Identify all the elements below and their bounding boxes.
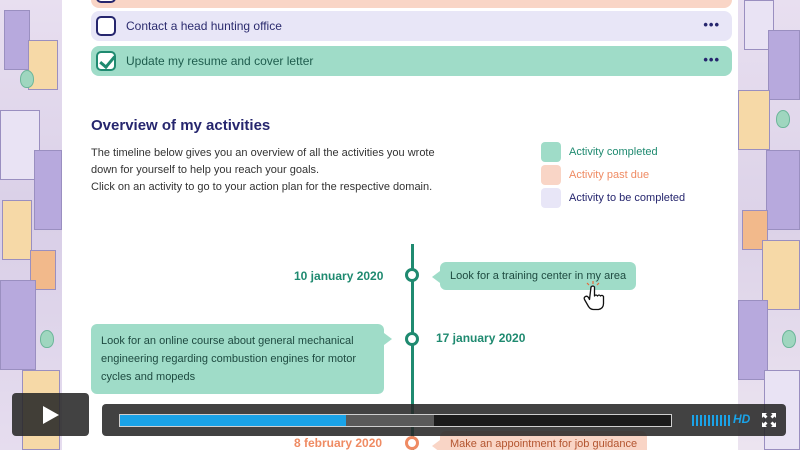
play-button[interactable]: [12, 393, 89, 436]
timeline-node: [405, 268, 419, 282]
activity-text-line: cycles and mopeds: [101, 371, 196, 383]
timeline-node: [405, 332, 419, 346]
activity-text: Look for a training center in my area: [450, 270, 627, 282]
fullscreen-icon[interactable]: [762, 413, 776, 427]
todo-label: Contact a head hunting office: [126, 19, 282, 33]
legend-past-due: [541, 165, 649, 185]
played-bar: [120, 415, 346, 426]
play-icon: [42, 405, 60, 425]
background-city-right: [738, 0, 800, 450]
todo-label: Update my resume and cover letter: [126, 54, 314, 68]
timeline-date: 8 february 2020: [294, 436, 383, 450]
timeline-node-past-due: [405, 436, 419, 450]
more-options-icon[interactable]: •••: [703, 17, 720, 32]
todo-item-contact-headhunter[interactable]: [91, 11, 732, 41]
main-content-panel: [62, 0, 738, 450]
legend-label: Activity past due: [569, 169, 650, 181]
legend-swatch: [541, 142, 561, 162]
legend-completed: [541, 142, 658, 162]
more-options-icon[interactable]: •••: [703, 52, 720, 67]
volume-bars-icon[interactable]: [692, 415, 730, 426]
legend-label: Activity completed: [569, 146, 658, 158]
overview-description-line: The timeline below gives you an overview of all the activities you wrote: [91, 147, 435, 159]
activity-text-line: engineering regarding combustion engines for motor: [101, 353, 356, 365]
timeline-activity-bubble[interactable]: [91, 324, 384, 394]
todo-checkbox-checked[interactable]: [96, 51, 116, 71]
legend-label: Activity to be completed: [569, 192, 686, 204]
activity-text-line: Look for an online course about general mechanical: [101, 335, 354, 347]
overview-description-line: down for yourself to help you reach your goals.: [91, 164, 320, 176]
timeline-date: 10 january 2020: [294, 269, 384, 283]
hand-pointer-icon: [581, 281, 607, 311]
todo-checkbox[interactable]: [96, 16, 116, 36]
activity-text: Make an appointment for job guidance: [450, 438, 638, 450]
section-title: Overview of my activities: [91, 117, 271, 134]
hd-toggle[interactable]: HD: [733, 412, 751, 426]
legend-swatch: [541, 165, 561, 185]
video-controls-bar: [102, 404, 786, 436]
todo-item-update-resume[interactable]: [91, 46, 732, 76]
progress-bar[interactable]: [119, 414, 672, 427]
todo-checkbox[interactable]: [96, 0, 116, 3]
legend-to-be-completed: [541, 188, 685, 208]
timeline-date: 17 january 2020: [436, 331, 526, 345]
todo-item-past-due[interactable]: [91, 0, 732, 8]
overview-description-line: Click on an activity to go to your action plan for the respective domain.: [91, 181, 433, 193]
background-city-left: [0, 0, 62, 450]
legend-swatch: [541, 188, 561, 208]
